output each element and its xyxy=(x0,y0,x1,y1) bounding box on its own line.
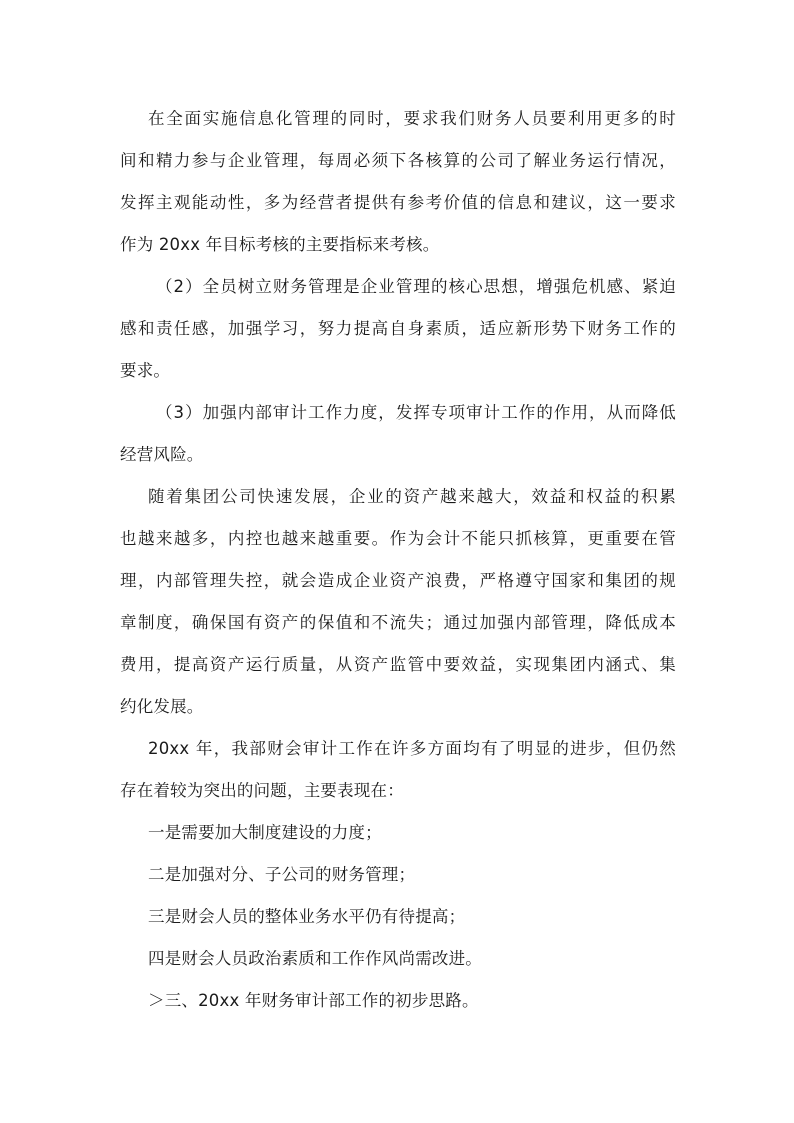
list-item: 二是加强对分、子公司的财务管理； xyxy=(148,865,416,884)
text-line: 间和精力参与企业管理，每周必须下各核算的公司了解业务运行情况， xyxy=(120,151,676,170)
list-item: 四是财会人员政治素质和工作作风尚需改进。 xyxy=(148,949,482,968)
paragraph xyxy=(120,476,676,728)
text-line: 理，内部管理失控，就会造成企业资产浪费，严格遵守国家和集团的规 xyxy=(120,571,676,590)
text-line: 发挥主观能动性，多为经营者提供有参考价值的信息和建议，这一要求 xyxy=(120,193,676,212)
text-line: 也越来越多，内控也越来越重要。作为会计不能只抓核算，更重要在管 xyxy=(120,529,676,548)
text-line: 20xx 年，我部财会审计工作在许多方面均有了明显的进步，但仍然 xyxy=(148,739,676,758)
text-line: 要求。 xyxy=(120,361,171,380)
paragraph xyxy=(120,728,676,812)
section-heading: ＞三、20xx 年财务审计部工作的初步思路。 xyxy=(148,991,479,1010)
text-line: 在全面实施信息化管理的同时，要求我们财务人员要利用更多的时 xyxy=(148,109,676,128)
paragraph xyxy=(120,266,676,392)
text-line: 费用，提高资产运行质量，从资产监管中要效益，实现集团内涵式、集 xyxy=(120,655,676,674)
text-line: （2）全员树立财务管理是企业管理的核心思想，增强危机感、紧迫 xyxy=(156,277,676,296)
paragraph xyxy=(120,392,676,476)
text-line: （3）加强内部审计工作力度，发挥专项审计工作的作用，从而降低 xyxy=(156,403,676,422)
document-page xyxy=(120,98,676,1022)
text-line: 约化发展。 xyxy=(120,697,204,716)
text-line: 经营风险。 xyxy=(120,445,204,464)
list-item: 一是需要加大制度建设的力度； xyxy=(148,823,382,842)
list-item: 三是财会人员的整体业务水平仍有待提高； xyxy=(148,907,466,926)
text-line: 章制度，确保国有资产的保值和不流失；通过加强内部管理，降低成本 xyxy=(120,613,676,632)
text-line: 存在着较为突出的问题，主要表现在： xyxy=(120,781,404,800)
text-line: 随着集团公司快速发展，企业的资产越来越大，效益和权益的积累 xyxy=(148,487,676,506)
text-line: 作为 20xx 年目标考核的主要指标来考核。 xyxy=(120,235,440,254)
paragraph xyxy=(120,98,676,266)
text-line: 感和责任感，加强学习，努力提高自身素质，适应新形势下财务工作的 xyxy=(120,319,676,338)
